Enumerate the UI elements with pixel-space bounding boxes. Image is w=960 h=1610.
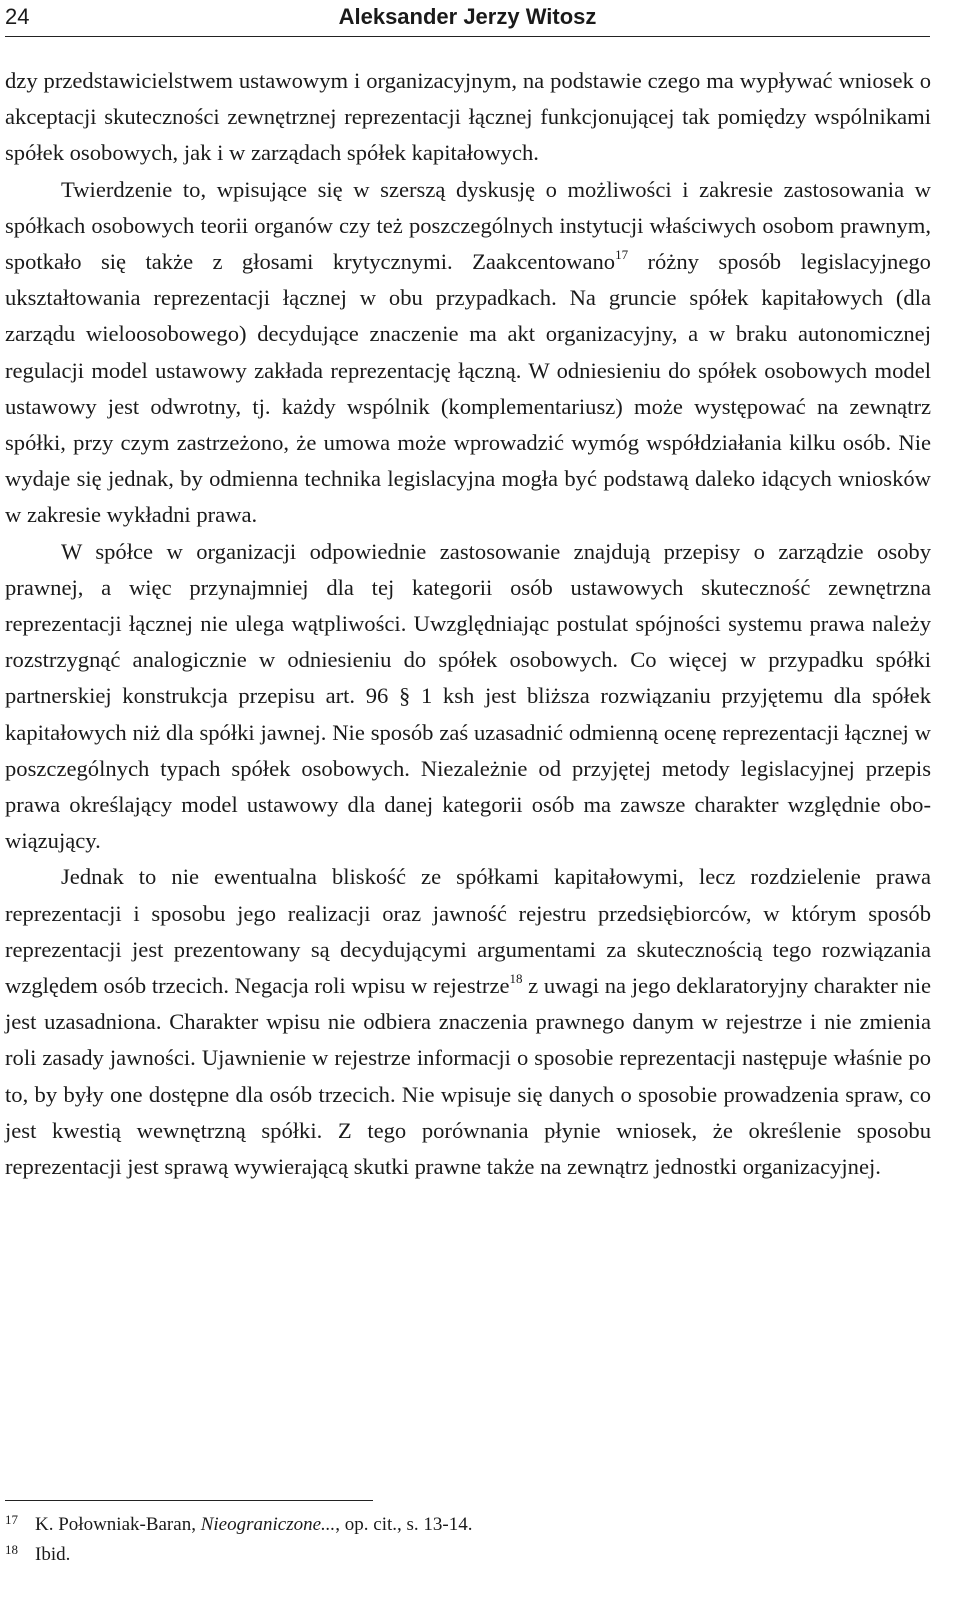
page-number: 24	[5, 4, 30, 29]
paragraph-text: z uwagi na jego deklaratoryjny charakter nie jest uzasadniona. Charakter wpisu nie odbiera znaczenia prawnego danym w rejestrze i nie zmienia roli zasady jawności. Ujawnienie w rejestrze informacji o sposobie reprezentacji następuje właśnie po to, by były one dostępne dla osób trzecich. Nie wpisuje się danych o sposobie prowadzenia spraw, co jest kwestią wewnętrzną spółki. Z tego porównania płynie wniosek, że określenie sposobu reprezentacji jest sprawą wywierającą skutki prawne także na zewnątrz jednostki organizacyjnej.	[5, 973, 931, 1180]
footnote-18	[5, 1540, 931, 1570]
footnote-text: Ibid.	[35, 1544, 71, 1565]
footnote-reference[interactable]: 17	[615, 247, 629, 263]
footnote-text: K. Połowniak-Baran,	[35, 1514, 201, 1535]
footnote-number: 18	[5, 1542, 18, 1557]
footnote-separator	[5, 1500, 373, 1501]
body-text	[5, 63, 931, 1185]
footnote-title: Nieograniczone...	[200, 1514, 336, 1535]
footnote-text: , op. cit., s. 13-14.	[335, 1514, 473, 1535]
paragraph	[5, 534, 931, 860]
running-head	[5, 0, 930, 37]
paragraph	[5, 63, 931, 172]
paragraph-text: W spółce w organizacji odpowiednie zastosowanie znajdują przepisy o zarządzie osoby prawnej, a więc przynajmniej dla tej kategorii osób ustawowych skuteczność zewnętrzna reprezentacji łącznej nie ulega wątpliwości. Uwzględniając postulat spójności systemu prawa należy rozstrzygnąć analogicznie w odniesieniu do spółek osobowych. Co więcej w przypadku spółki partnerskiej konstrukcja przepisu art. 96 § 1 ksh jest bliższa rozwiązaniu przyjętemu dla spółek kapitałowych niż dla spółki jawnej. Nie sposób zaś uzasadnić odmienną ocenę reprezentacji łącznej w poszczególnych typach spółek osobowych. Niezależnie od przyjętej metody legislacyjnej przepis prawa określający model ustawowy dla danej kategorii osób ma zawsze charakter względnie obowiązujący.	[5, 538, 931, 854]
paragraph-text: różny sposób legislacyjnego ukształtowania reprezentacji łącznej w obu przypadkach. Na gruncie spółek kapitałowych (dla zarządu wieloosobowego) decydujące znaczenie ma akt organizacyjny, a w braku autonomicznej regulacji model ustawowy zakłada reprezentację łączną. W odniesieniu do spółek osobowych model ustawowy jest odwrotny, tj. każdy wspólnik (komplementariusz) może występować na zewnątrz spółki, przy czym zastrzeżono, że umowa może wprowadzić wymóg współdziałania kilku osób. Nie wydaje się jednak, by odmienna technika legislacyjna mogła być podstawą daleko idących wniosków w zakresie wykładni prawa.	[5, 249, 931, 528]
paragraph	[5, 172, 931, 534]
paragraph-text: Jednak to nie ewentualna bliskość ze spółkami kapitałowymi, lecz rozdzielenie prawa reprezentacji i sposobu jego realizacji oraz jawność rejestru przedsiębiorców, w którym sposób reprezentacji jest prezentowany są decydującymi argumentami za skutecznością tego rozwiązania względem osób trzecich. Negacja roli wpisu w rejestrze	[5, 864, 931, 999]
paragraph-text: Twierdzenie to, wpisujące się w szerszą dyskusję o możliwości i zakresie zastosowania w spółkach osobowych teorii organów czy też poszczególnych instytucji właściwych osobom prawnym, spotkało się także z głosami krytycznymi. Zaakcentowano	[5, 176, 931, 275]
paragraph	[5, 859, 931, 1185]
footnote-17	[5, 1510, 931, 1540]
footnotes	[5, 1510, 931, 1570]
paragraph-text: dzy przedstawicielstwem ustawowym i organizacyjnym, na podstawie czego ma wypływać wniosek o akceptacji skuteczności zewnętrznej reprezentacji łącznej funkcjonującej tak pomiędzy wspólnikami spółek osobowych, jak i w zarządach spółek kapitałowych.	[5, 68, 931, 166]
footnote-reference[interactable]: 18	[509, 971, 523, 987]
running-head-author: Aleksander Jerzy Witosz	[338, 4, 597, 29]
footnote-number: 17	[5, 1512, 18, 1527]
